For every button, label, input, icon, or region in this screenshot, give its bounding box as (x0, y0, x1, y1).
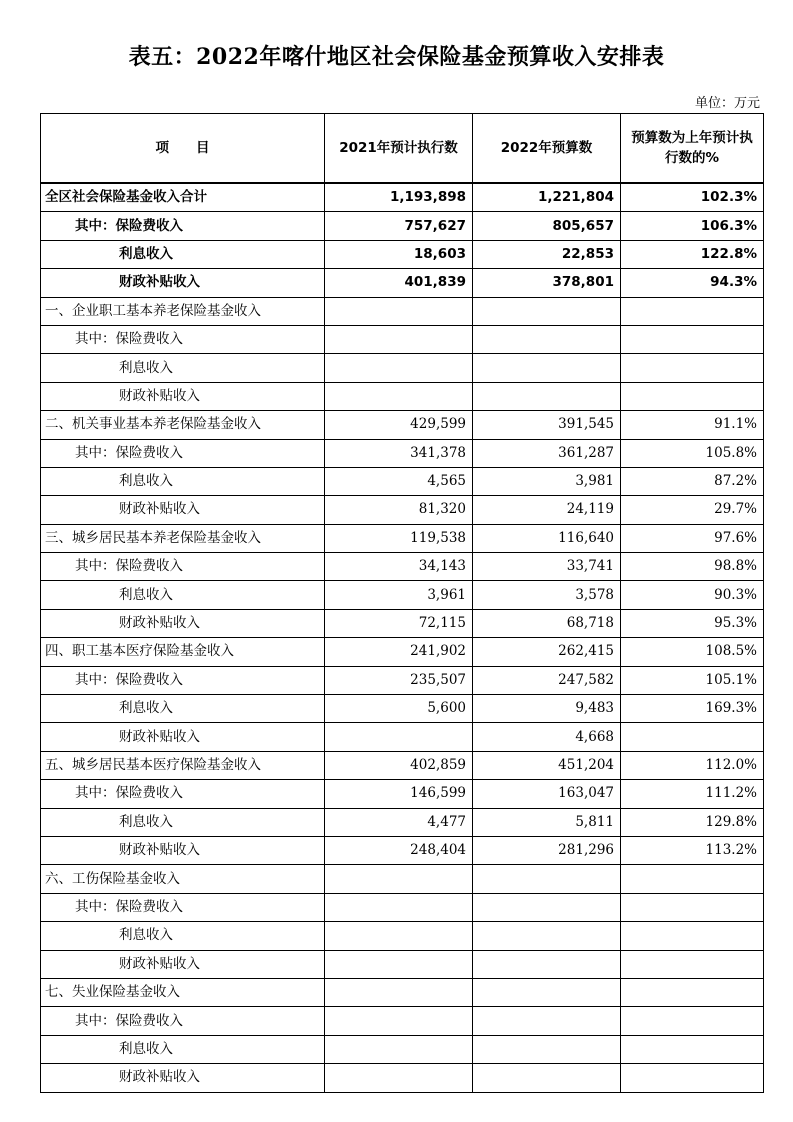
table-row (41, 836, 764, 864)
value-2022: 1,221,804 (473, 183, 621, 212)
value-2022 (473, 382, 621, 410)
page-title: 表五：2022年喀什地区社会保险基金预算收入安排表 (128, 44, 665, 70)
row-label: 财政补贴收入 (41, 269, 325, 297)
value-2022: 378,801 (473, 269, 621, 297)
value-ratio: 87.2% (621, 467, 764, 495)
value-ratio (621, 893, 764, 921)
value-ratio: 169.3% (621, 695, 764, 723)
table-row (41, 922, 764, 950)
value-2022 (473, 297, 621, 325)
row-label: 其中：保险费收入 (41, 893, 325, 921)
value-2022 (473, 978, 621, 1006)
value-2021: 4,477 (325, 808, 473, 836)
value-2021: 401,839 (325, 269, 473, 297)
value-ratio: 91.1% (621, 411, 764, 439)
value-2021: 402,859 (325, 751, 473, 779)
value-ratio: 129.8% (621, 808, 764, 836)
table-row (41, 1007, 764, 1035)
table-row (41, 865, 764, 893)
value-2021: 241,902 (325, 638, 473, 666)
value-2022 (473, 1007, 621, 1035)
unit-label: 单位：万元 (694, 96, 760, 111)
value-ratio: 113.2% (621, 836, 764, 864)
value-2021: 757,627 (325, 212, 473, 240)
value-2021: 3,961 (325, 581, 473, 609)
value-2022 (473, 922, 621, 950)
table-row (41, 1064, 764, 1092)
table-row (41, 269, 764, 297)
value-2021 (325, 922, 473, 950)
row-label: 其中：保险费收入 (41, 212, 325, 240)
row-label: 财政补贴收入 (41, 836, 325, 864)
value-2022 (473, 354, 621, 382)
table-row (41, 240, 764, 268)
value-ratio (621, 723, 764, 751)
value-2022: 262,415 (473, 638, 621, 666)
table-row (41, 950, 764, 978)
table-row (41, 751, 764, 779)
value-2022 (473, 1064, 621, 1092)
value-2021 (325, 723, 473, 751)
header-2022: 2022年预算数 (473, 114, 621, 184)
value-ratio: 95.3% (621, 609, 764, 637)
header-ratio: 预算数为上年预计执行数的% (621, 114, 764, 184)
value-2022: 163,047 (473, 780, 621, 808)
row-label: 全区社会保险基金收入合计 (41, 183, 325, 212)
table-row (41, 212, 764, 240)
value-2022: 5,811 (473, 808, 621, 836)
row-label: 财政补贴收入 (41, 496, 325, 524)
table-row (41, 183, 764, 212)
table-body (41, 183, 764, 1092)
row-label: 财政补贴收入 (41, 382, 325, 410)
row-label: 四、职工基本医疗保险基金收入 (41, 638, 325, 666)
value-ratio: 90.3% (621, 581, 764, 609)
table-row (41, 297, 764, 325)
value-ratio: 111.2% (621, 780, 764, 808)
row-label: 其中：保险费收入 (41, 1007, 325, 1035)
row-label: 三、城乡居民基本养老保险基金收入 (41, 524, 325, 552)
value-2022: 68,718 (473, 609, 621, 637)
table-row (41, 354, 764, 382)
value-2021 (325, 1035, 473, 1063)
row-label: 六、工伤保险基金收入 (41, 865, 325, 893)
value-2021: 341,378 (325, 439, 473, 467)
row-label: 五、城乡居民基本医疗保险基金收入 (41, 751, 325, 779)
value-2022: 24,119 (473, 496, 621, 524)
value-ratio (621, 382, 764, 410)
table-row (41, 609, 764, 637)
budget-table (40, 113, 764, 1093)
table-row (41, 1035, 764, 1063)
value-ratio (621, 978, 764, 1006)
value-2021 (325, 297, 473, 325)
table-row (41, 808, 764, 836)
value-ratio (621, 865, 764, 893)
value-2021: 119,538 (325, 524, 473, 552)
value-2021: 34,143 (325, 553, 473, 581)
table-row (41, 581, 764, 609)
table-row (41, 553, 764, 581)
value-2022: 281,296 (473, 836, 621, 864)
row-label: 利息收入 (41, 1035, 325, 1063)
value-2022: 33,741 (473, 553, 621, 581)
value-2021: 4,565 (325, 467, 473, 495)
value-2021: 235,507 (325, 666, 473, 694)
value-ratio: 108.5% (621, 638, 764, 666)
table-row (41, 666, 764, 694)
table-row (41, 978, 764, 1006)
value-2022: 3,578 (473, 581, 621, 609)
value-ratio (621, 1064, 764, 1092)
row-label: 利息收入 (41, 581, 325, 609)
row-label: 利息收入 (41, 922, 325, 950)
value-ratio: 102.3% (621, 183, 764, 212)
value-2021 (325, 978, 473, 1006)
value-ratio (621, 950, 764, 978)
value-ratio (621, 297, 764, 325)
value-2021 (325, 1007, 473, 1035)
value-ratio: 106.3% (621, 212, 764, 240)
row-label: 其中：保险费收入 (41, 439, 325, 467)
value-2022: 247,582 (473, 666, 621, 694)
row-label: 其中：保险费收入 (41, 780, 325, 808)
value-ratio (621, 325, 764, 353)
row-label: 利息收入 (41, 354, 325, 382)
value-2021: 72,115 (325, 609, 473, 637)
value-2021 (325, 1064, 473, 1092)
value-2021: 429,599 (325, 411, 473, 439)
value-2022 (473, 325, 621, 353)
row-label: 财政补贴收入 (41, 723, 325, 751)
table-row (41, 524, 764, 552)
value-2021: 81,320 (325, 496, 473, 524)
value-2022 (473, 893, 621, 921)
value-2021 (325, 325, 473, 353)
value-ratio: 29.7% (621, 496, 764, 524)
value-2022: 3,981 (473, 467, 621, 495)
value-2021: 1,193,898 (325, 183, 473, 212)
value-2022: 9,483 (473, 695, 621, 723)
table-row (41, 496, 764, 524)
value-ratio (621, 1007, 764, 1035)
value-ratio (621, 922, 764, 950)
header-item: 项 目 (41, 114, 325, 184)
row-label: 利息收入 (41, 808, 325, 836)
value-2022: 116,640 (473, 524, 621, 552)
table-row (41, 638, 764, 666)
table-row (41, 780, 764, 808)
value-2022 (473, 1035, 621, 1063)
row-label: 利息收入 (41, 240, 325, 268)
value-2022: 391,545 (473, 411, 621, 439)
value-2021: 146,599 (325, 780, 473, 808)
row-label: 一、企业职工基本养老保险基金收入 (41, 297, 325, 325)
value-2022: 361,287 (473, 439, 621, 467)
value-2021: 5,600 (325, 695, 473, 723)
row-label: 其中：保险费收入 (41, 553, 325, 581)
value-ratio: 98.8% (621, 553, 764, 581)
table-row (41, 382, 764, 410)
value-2022: 451,204 (473, 751, 621, 779)
table-row (41, 439, 764, 467)
value-ratio: 105.8% (621, 439, 764, 467)
value-2021 (325, 950, 473, 978)
value-2021 (325, 865, 473, 893)
value-ratio (621, 354, 764, 382)
value-ratio: 122.8% (621, 240, 764, 268)
table-row (41, 723, 764, 751)
value-ratio (621, 1035, 764, 1063)
table-row (41, 467, 764, 495)
value-ratio: 97.6% (621, 524, 764, 552)
value-2021: 248,404 (325, 836, 473, 864)
row-label: 利息收入 (41, 695, 325, 723)
value-2022: 4,668 (473, 723, 621, 751)
row-label: 财政补贴收入 (41, 609, 325, 637)
row-label: 利息收入 (41, 467, 325, 495)
row-label: 二、机关事业基本养老保险基金收入 (41, 411, 325, 439)
table-header-row (41, 114, 764, 184)
value-2021 (325, 893, 473, 921)
value-2022 (473, 865, 621, 893)
value-2022 (473, 950, 621, 978)
value-2021: 18,603 (325, 240, 473, 268)
value-2022: 22,853 (473, 240, 621, 268)
header-2021: 2021年预计执行数 (325, 114, 473, 184)
row-label: 其中：保险费收入 (41, 666, 325, 694)
row-label: 财政补贴收入 (41, 950, 325, 978)
table-row (41, 695, 764, 723)
value-2022: 805,657 (473, 212, 621, 240)
table-row (41, 411, 764, 439)
value-2021 (325, 354, 473, 382)
table-row (41, 325, 764, 353)
value-2021 (325, 382, 473, 410)
value-ratio: 94.3% (621, 269, 764, 297)
row-label: 财政补贴收入 (41, 1064, 325, 1092)
value-ratio: 105.1% (621, 666, 764, 694)
row-label: 其中：保险费收入 (41, 325, 325, 353)
table-row (41, 893, 764, 921)
value-ratio: 112.0% (621, 751, 764, 779)
row-label: 七、失业保险基金收入 (41, 978, 325, 1006)
